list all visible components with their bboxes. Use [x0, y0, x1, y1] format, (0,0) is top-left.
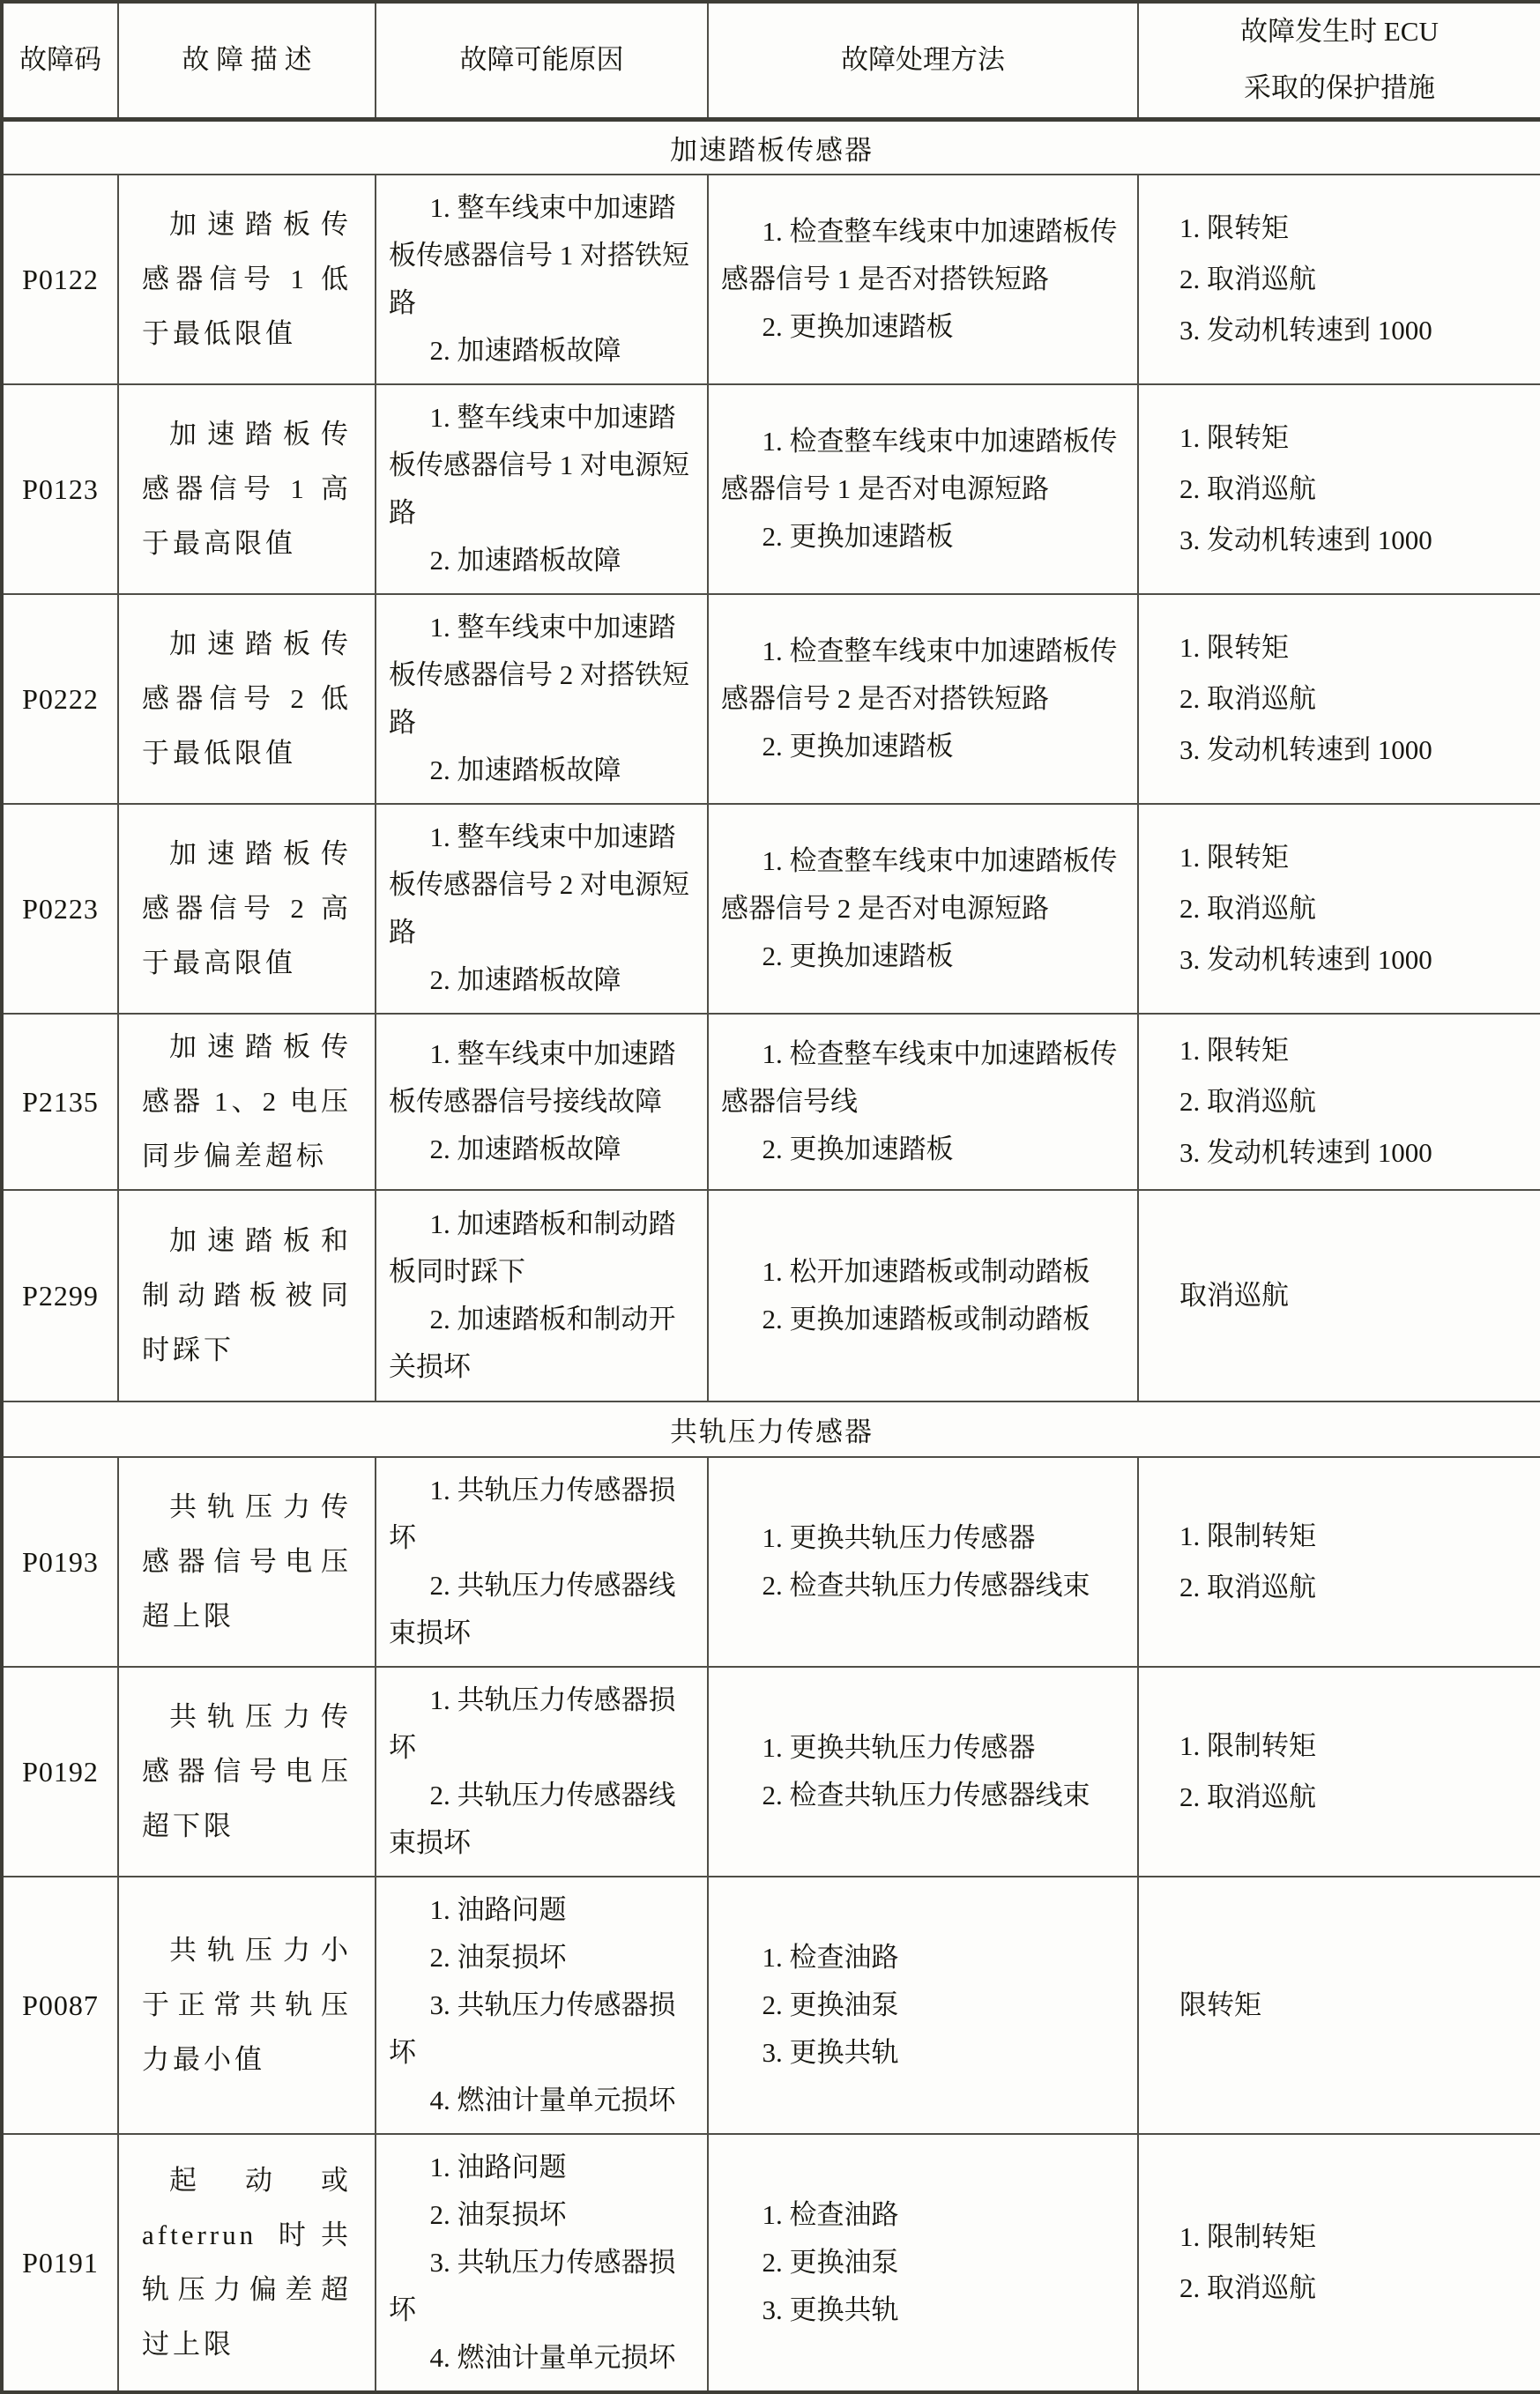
fix-item: 1. 检查整车线束中加速踏板传感器信号 1 是否对搭铁短路	[721, 216, 1118, 294]
fault-row-P0191	[2, 2134, 1540, 2392]
fault-code: P0191	[2, 2134, 118, 2392]
fix-cell	[708, 1667, 1138, 1877]
ecu-item: 1. 限转矩	[1179, 632, 1289, 663]
ecu-cell	[1138, 1190, 1540, 1401]
column-header-line: 故障发生时 ECU	[1240, 16, 1439, 48]
fault-row-P0222	[2, 594, 1540, 804]
fix-item: 2. 更换加速踏板	[762, 1134, 954, 1164]
fix-cell	[708, 1877, 1138, 2134]
column-header-ecu	[1138, 2, 1540, 119]
ecu-item: 1. 限制转矩	[1179, 2221, 1316, 2252]
fix-item: 2. 更换加速踏板或制动踏板	[762, 1304, 1090, 1335]
section-title: 加速踏板传感器	[2, 119, 1540, 175]
ecu-item: 1. 限转矩	[1179, 842, 1289, 873]
fix-item: 1. 更换共轨压力传感器	[762, 1522, 1036, 1553]
cause-item: 3. 共轨压力传感器损坏	[389, 2247, 676, 2325]
ecu-item: 2. 取消巡航	[1179, 1086, 1316, 1117]
ecu-item: 1. 限制转矩	[1179, 1520, 1316, 1551]
fault-row-P2299	[2, 1190, 1540, 1401]
fix-item: 2. 更换加速踏板	[762, 311, 954, 342]
fault-code: P0192	[2, 1667, 118, 1877]
ecu-item: 3. 发动机转速到 1000	[1179, 734, 1432, 765]
cause-item: 2. 加速踏板故障	[429, 964, 621, 995]
fault-description-cell	[118, 804, 376, 1014]
fault-description-cell	[118, 1877, 376, 2134]
fix-item: 1. 检查油路	[762, 1942, 899, 1973]
fault-row-P0223	[2, 804, 1540, 1014]
cause-item: 1. 整车线束中加速踏板传感器信号 1 对搭铁短路	[389, 192, 689, 318]
cause-cell	[376, 1877, 708, 2134]
fault-description: 共轨压力传感器信号电压超下限	[142, 1701, 352, 1841]
cause-item: 1. 共轨压力传感器损坏	[389, 1684, 676, 1763]
ecu-item: 3. 发动机转速到 1000	[1179, 315, 1432, 346]
cause-cell	[376, 1667, 708, 1877]
fault-description-cell	[118, 1457, 376, 1667]
ecu-cell	[1138, 804, 1540, 1014]
ecu-item: 3. 发动机转速到 1000	[1179, 944, 1432, 975]
cause-cell	[376, 175, 708, 384]
ecu-cell	[1138, 2134, 1540, 2392]
fault-code: P2135	[2, 1014, 118, 1190]
ecu-cell	[1138, 1667, 1540, 1877]
fix-item: 2. 检查共轨压力传感器线束	[762, 1570, 1090, 1601]
column-header-line: 采取的保护措施	[1244, 72, 1435, 104]
column-header-cause: 故障可能原因	[376, 2, 708, 119]
fault-row-P0193	[2, 1457, 1540, 1667]
fault-code: P0123	[2, 384, 118, 594]
column-header-desc: 故 障 描 述	[118, 2, 376, 119]
cause-item: 2. 加速踏板故障	[429, 1134, 621, 1164]
ecu-item: 2. 取消巡航	[1179, 683, 1316, 714]
cause-item: 1. 油路问题	[429, 1894, 567, 1925]
cause-item: 2. 共轨压力传感器线束损坏	[389, 1780, 676, 1858]
section-header-row	[2, 119, 1540, 175]
fix-item: 1. 更换共轨压力传感器	[762, 1732, 1036, 1763]
column-header-fix: 故障处理方法	[708, 2, 1138, 119]
ecu-item: 2. 取消巡航	[1179, 893, 1316, 924]
fix-item: 2. 更换加速踏板	[762, 940, 954, 971]
ecu-item: 3. 发动机转速到 1000	[1179, 524, 1432, 555]
fault-code: P2299	[2, 1190, 118, 1401]
column-header-code: 故障码	[2, 2, 118, 119]
ecu-item: 限转矩	[1179, 1989, 1261, 2020]
cause-cell	[376, 804, 708, 1014]
cause-cell	[376, 594, 708, 804]
fault-row-P0087	[2, 1877, 1540, 2134]
fix-cell	[708, 1014, 1138, 1190]
fault-description: 加速踏板和制动踏板被同时踩下	[142, 1225, 352, 1365]
ecu-item: 2. 取消巡航	[1179, 2272, 1316, 2303]
fault-description-cell	[118, 594, 376, 804]
cause-item: 1. 共轨压力传感器损坏	[389, 1475, 676, 1553]
fault-description: 起动或 afterrun 时共轨压力偏差超过上限	[142, 2165, 352, 2360]
fix-item: 2. 更换油泵	[762, 1989, 899, 2020]
fault-description: 共轨压力小于正常共轨压力最小值	[142, 1935, 352, 2075]
cause-item: 1. 整车线束中加速踏板传感器信号 1 对电源短路	[389, 402, 689, 528]
ecu-cell	[1138, 1457, 1540, 1667]
section-title: 共轨压力传感器	[2, 1401, 1540, 1457]
fault-description-cell	[118, 1190, 376, 1401]
fault-description: 加速踏板传感器信号 1 高于最高限值	[142, 419, 352, 559]
fault-code: P0122	[2, 175, 118, 384]
ecu-cell	[1138, 1877, 1540, 2134]
fix-item: 2. 更换加速踏板	[762, 521, 954, 552]
fault-row-P0122	[2, 175, 1540, 384]
fix-item: 2. 更换加速踏板	[762, 731, 954, 762]
fault-row-P2135	[2, 1014, 1540, 1190]
ecu-item: 1. 限转矩	[1179, 422, 1289, 453]
cause-item: 4. 燃油计量单元损坏	[429, 2342, 676, 2373]
fault-row-P0192	[2, 1667, 1540, 1877]
fix-item: 2. 检查共轨压力传感器线束	[762, 1780, 1090, 1810]
fix-item: 1. 检查油路	[762, 2199, 899, 2230]
ecu-item: 1. 限转矩	[1179, 1035, 1289, 1066]
cause-item: 2. 加速踏板和制动开关损坏	[389, 1304, 676, 1382]
fault-description: 共轨压力传感器信号电压超上限	[142, 1491, 352, 1632]
fault-description-cell	[118, 2134, 376, 2392]
cause-item: 2. 共轨压力传感器线束损坏	[389, 1570, 676, 1648]
fix-cell	[708, 384, 1138, 594]
fix-cell	[708, 1457, 1138, 1667]
cause-cell	[376, 1190, 708, 1401]
ecu-item: 2. 取消巡航	[1179, 1781, 1316, 1812]
fix-item: 1. 松开加速踏板或制动踏板	[762, 1256, 1090, 1287]
fix-cell	[708, 1190, 1138, 1401]
ecu-cell	[1138, 594, 1540, 804]
ecu-item: 1. 限转矩	[1179, 212, 1289, 243]
fix-cell	[708, 175, 1138, 384]
section-header-row	[2, 1401, 1540, 1457]
cause-item: 2. 油泵损坏	[429, 1942, 567, 1973]
cause-item: 1. 整车线束中加速踏板传感器信号接线故障	[389, 1038, 676, 1117]
cause-item: 2. 油泵损坏	[429, 2199, 567, 2230]
cause-cell	[376, 1457, 708, 1667]
fault-description: 加速踏板传感器信号 1 低于最低限值	[142, 209, 352, 349]
ecu-cell	[1138, 384, 1540, 594]
cause-item: 1. 油路问题	[429, 2152, 567, 2182]
fix-cell	[708, 2134, 1138, 2392]
fix-cell	[708, 804, 1138, 1014]
fault-row-P0123	[2, 384, 1540, 594]
cause-item: 4. 燃油计量单元损坏	[429, 2085, 676, 2115]
cause-item: 1. 整车线束中加速踏板传感器信号 2 对电源短路	[389, 822, 689, 948]
fix-item: 1. 检查整车线束中加速踏板传感器信号 1 是否对电源短路	[721, 426, 1118, 504]
ecu-item: 2. 取消巡航	[1179, 1572, 1316, 1602]
fix-cell	[708, 594, 1138, 804]
fault-code: P0223	[2, 804, 118, 1014]
fault-description: 加速踏板传感器 1、2 电压同步偏差超标	[142, 1031, 352, 1171]
header-row	[2, 2, 1540, 119]
fix-item: 3. 更换共轨	[762, 2294, 899, 2325]
cause-item: 1. 整车线束中加速踏板传感器信号 2 对搭铁短路	[389, 612, 689, 738]
fix-item: 3. 更换共轨	[762, 2037, 899, 2068]
fix-item: 2. 更换油泵	[762, 2247, 899, 2278]
fix-item: 1. 检查整车线束中加速踏板传感器信号 2 是否对搭铁短路	[721, 636, 1118, 714]
cause-item: 2. 加速踏板故障	[429, 755, 621, 785]
fault-code: P0087	[2, 1877, 118, 2134]
ecu-item: 2. 取消巡航	[1179, 264, 1316, 294]
fault-code: P0193	[2, 1457, 118, 1667]
ecu-item: 3. 发动机转速到 1000	[1179, 1137, 1432, 1168]
fault-description-cell	[118, 175, 376, 384]
cause-item: 2. 加速踏板故障	[429, 335, 621, 366]
cause-item: 1. 加速踏板和制动踏板同时踩下	[389, 1208, 676, 1287]
fault-description: 加速踏板传感器信号 2 低于最低限值	[142, 628, 352, 769]
cause-cell	[376, 2134, 708, 2392]
fault-code: P0222	[2, 594, 118, 804]
fault-description-cell	[118, 1667, 376, 1877]
ecu-cell	[1138, 175, 1540, 384]
cause-item: 2. 加速踏板故障	[429, 545, 621, 576]
cause-cell	[376, 384, 708, 594]
ecu-item: 1. 限制转矩	[1179, 1730, 1316, 1761]
ecu-item: 取消巡航	[1179, 1280, 1289, 1311]
fault-description: 加速踏板传感器信号 2 高于最高限值	[142, 838, 352, 978]
cause-item: 3. 共轨压力传感器损坏	[389, 1989, 676, 2068]
fault-description-cell	[118, 384, 376, 594]
ecu-item: 2. 取消巡航	[1179, 473, 1316, 504]
fix-item: 1. 检查整车线束中加速踏板传感器信号 2 是否对电源短路	[721, 845, 1118, 924]
fault-description-cell	[118, 1014, 376, 1190]
ecu-cell	[1138, 1014, 1540, 1190]
cause-cell	[376, 1014, 708, 1190]
fix-item: 1. 检查整车线束中加速踏板传感器信号线	[721, 1038, 1118, 1117]
